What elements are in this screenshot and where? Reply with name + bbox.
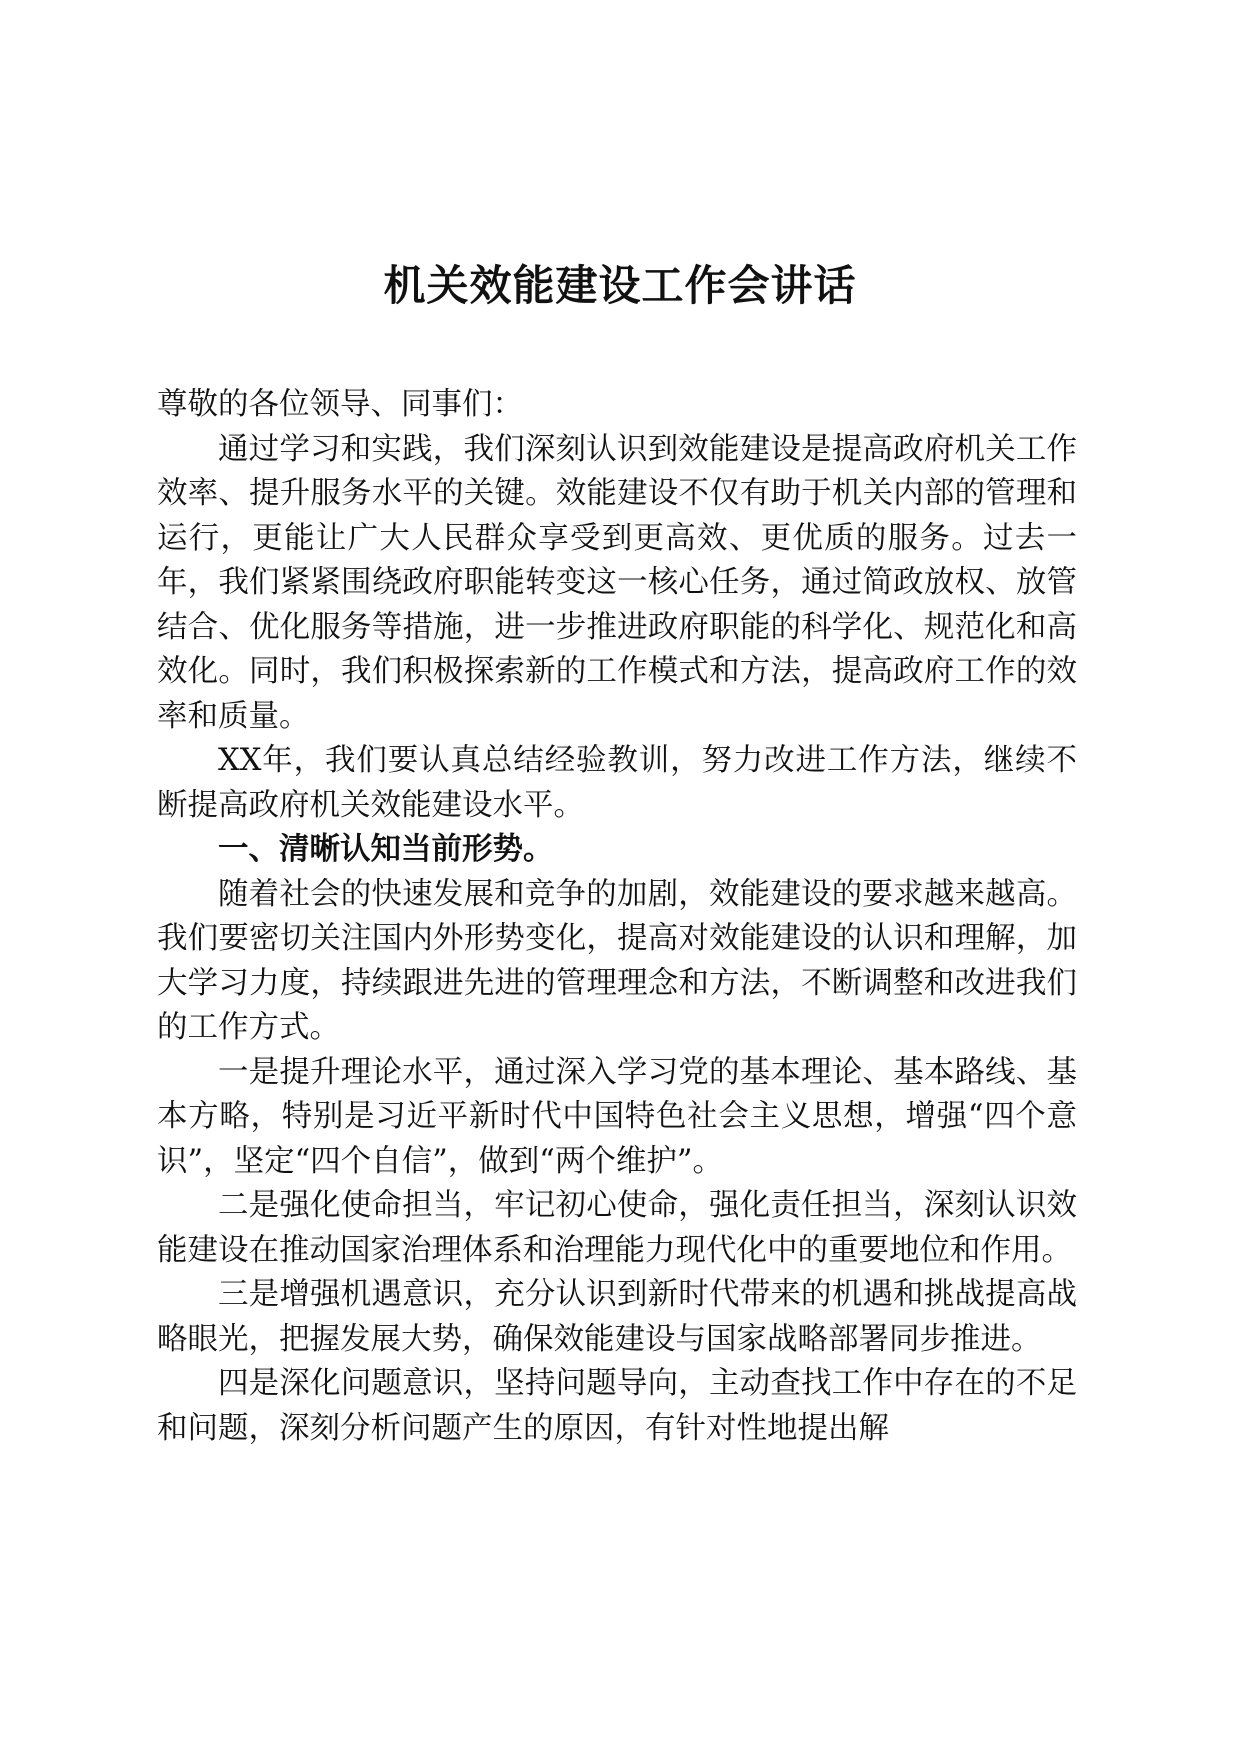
document-body xyxy=(157,383,1077,1451)
salutation: 尊敬的各位领导、同事们： xyxy=(157,387,523,422)
paragraph: 一是提升理论水平，通过深入学习党的基本理论、基本路线、基本方略，特别是习近平新时代中国特色社会主义思想，增强“四个意识”，坚定“四个自信”，做到“两个维护”。 xyxy=(157,1054,1077,1179)
paragraph: 三是增强机遇意识，充分认识到新时代带来的机遇和挑战提高战略眼光，把握发展大势，确保效能建设与国家战略部署同步推进。 xyxy=(157,1277,1077,1357)
paragraph: 通过学习和实践，我们深刻认识到效能建设是提高政府机关工作效率、提升服务水平的关键。效能建设不仅有助于机关内部的管理和运行，更能让广大人民群众享受到更高效、更优质的服务。过去一年，我们紧紧围绕政府职能转变这一核心任务，通过简政放权、放管结合、优化服务等措施，进一步推进政府职能的科学化、规范化和高效化。同时，我们积极探索新的工作模式和方法，提高政府工作的效率和质量。 xyxy=(157,431,1077,734)
paragraph: 随着社会的快速发展和竞争的加剧，效能建设的要求越来越高。我们要密切关注国内外形势变化，提高对效能建设的认识和理解，加大学习力度，持续跟进先进的管理理念和方法，不断调整和改进我们的工作方式。 xyxy=(157,876,1077,1045)
paragraph: 二是强化使命担当，牢记初心使命，强化责任担当，深刻认识效能建设在推动国家治理体系和治理能力现代化中的重要地位和作用。 xyxy=(157,1188,1077,1268)
paragraph: XX年，我们要认真总结经验教训，努力改进工作方法，继续不断提高政府机关效能建设水平。 xyxy=(157,743,1077,823)
section-heading: 一、清晰认知当前形势。 xyxy=(218,832,554,867)
document-title: 机关效能建设工作会讲话 xyxy=(383,261,857,310)
paragraph: 四是深化问题意识，坚持问题导向，主动查找工作中存在的不足和问题，深刻分析问题产生的原因，有针对性地提出解 xyxy=(157,1366,1077,1446)
